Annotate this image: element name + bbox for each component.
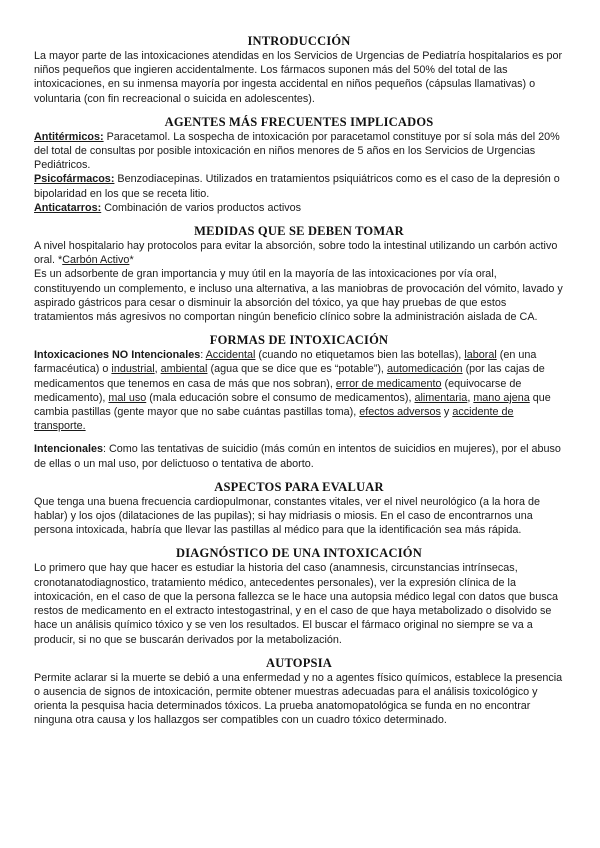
intoxicacion-type-term: Accidental [205, 349, 256, 362]
aspectos-heading: ASPECTOS PARA EVALUAR [214, 479, 384, 494]
intro-paragraph: La mayor parte de las intoxicaciones atendidas en los Servicios de Urgencias de Pediatría hospitalarios es por niños pequeños que ingieren accidentalmente. Los fármacos suponen más del 50% del total de las intoxicaciones, en su inmensa mayoría por ingesta accidental en niños pequeños (cápsulas llamativas) o voluntaria (con fin recreacional o suicida en adolescentes). [34, 50, 563, 105]
intoxicacion-type-term: mal uso [108, 391, 147, 404]
formas-no-intencionales [34, 348, 564, 433]
intoxicacion-text-run: (mala educación sobre el consumo de medicamentos), [146, 391, 415, 404]
intoxicacion-type-term: automedicación [386, 363, 463, 376]
autopsia-heading: AUTOPSIA [266, 655, 332, 670]
intoxicacion-type-term: mano ajena [473, 391, 530, 404]
intoxicacion-text-run: que cambia pastillas (gente mayor que no sabe cuántas pastillas toma), [34, 391, 551, 419]
intoxicacion-text-run: (por las cajas de medicamentos que tenemos en casa de más que nos sobran), [34, 363, 545, 390]
autopsia-paragraph: Permite aclarar si la muerte se debió a una enfermedad y no a agentes físico químicos, establece la presencia o ausencia de signos de intoxicación, permite obtener muestras adecuadas para el análisis toxicológico y orienta la pesquisa hacia determinados tóxicos. La prueba anatomopatológica se funda en no encontrar ninguna otra causa y los hallazgos ser compatibles con un cuadro tóxico determinado. [34, 671, 563, 727]
formas-intencionales: Intencionales: Como las tentativas de suicidio (más común en intentos de suicidios en mujeres), por el abuso de ellas o un mal uso, por delictuoso o tentativa de aborto. [34, 443, 561, 470]
intoxicacion-text-run: (equivocarse de medicamento), [34, 377, 522, 404]
intoxicacion-type-term: industrial [111, 363, 155, 376]
intoxicacion-type-term: accidente de transporte. [34, 406, 514, 433]
intoxicacion-text-run: : [200, 349, 206, 362]
agentes-term: Antitérmicos: [34, 130, 104, 143]
aspectos-paragraph: Que tenga una buena frecuencia cardiopulmonar, constantes vitales, ver el nivel neurológico (a la hora de hablar) y los ojos (dilataciones de las pupilas); si hay midriasis o miosis. En el caso de encontrarnos una persona intoxicada, habría que llevar las pastillas al médico para que la identificación sea más rápida. [34, 495, 540, 537]
agentes-term: Anticatarros: [34, 201, 102, 214]
agentes-item-antitermicos: Antitérmicos: Paracetamol. La sospecha de intoxicación por paracetamol constituye por sí sola más del 20% del total de consultas por posible intoxicación en niños menores de 5 años en los Servicios de Urgencias Pediátricos. [34, 130, 560, 172]
intoxicacion-text-run: , [154, 363, 161, 376]
carbon-activo-link[interactable]: Carbón Activo [62, 254, 130, 267]
agentes-item-psicofarmacos: Psicofármacos: Benzodiacepinas. Utilizados en tratamientos psiquiátricos como es el caso de la depresión o bipolaridad en los que se receta litio. [34, 173, 560, 200]
intoxicacion-text-run: (agua que se dice que es “potable”), [207, 363, 387, 376]
formas-heading: FORMAS DE INTOXICACIÓN [209, 333, 389, 348]
diagnostico-heading: DIAGNÓSTICO DE UNA INTOXICACIÓN [176, 546, 422, 561]
agentes-item-anticatarros: Anticatarros: Combinación de varios productos activos [34, 201, 302, 214]
document-page [34, 34, 564, 728]
diagnostico-paragraph: Lo primero que hay que hacer es estudiar la historia del caso (anamnesis, circunstancias intrínsecas, cronotanatodiagnostico, tratamiento médico, antecedentes personales), ver la expresión clínica de la intoxicación, en el caso de que la persona fallezca se le hace una autopsia médico legal con datos que busca restos de medicamento en el extracto intestogastrinal, y en el caso de que haya metabolizado o disolvido se hace un análisis químico tóxico y se ven los resultados. El buscar el fármaco original no siempre se va a producir, si no que se buscarán derivados por la metabolización. [34, 562, 558, 646]
intoxicacion-type-term: alimentaria [414, 391, 468, 404]
intoxicacion-text-run: (cuando no etiquetamos bien las botellas), [255, 349, 465, 362]
intoxicacion-text-run: , [467, 391, 474, 404]
intoxicacion-type-term: laboral [464, 349, 497, 362]
agentes-heading: AGENTES MÁS FRECUENTES IMPLICADOS [164, 114, 434, 129]
no-intencionales-label: Intoxicaciones NO Intencionales [34, 349, 201, 362]
intoxicacion-type-term: error de medicamento [335, 377, 442, 390]
intoxicacion-type-term: efectos adversos [359, 406, 441, 419]
medidas-paragraph-1: A nivel hospitalario hay protocolos para evitar la absorción, sobre todo la intestinal utilizando un carbón activo oral. *Carbón Activo* [34, 240, 558, 267]
intoxicacion-text-run: (en una farmacéutica) o [34, 349, 537, 376]
intencionales-label: Intencionales [34, 443, 103, 456]
medidas-heading: MEDIDAS QUE SE DEBEN TOMAR [194, 224, 404, 239]
intro-heading: INTRODUCCIÓN [247, 34, 351, 48]
agentes-term: Psicofármacos: [34, 173, 115, 186]
intoxicacion-text-run: y [440, 406, 453, 419]
medidas-paragraph-2: Es un adsorbente de gran importancia y muy útil en la mayoría de las intoxicaciones por vía oral, constituyendo un complemento, e incluso una alternativa, a las maniobras de provocación del vómito, lavado y aspirado gástricos para cesar o disminuir la absorción del tóxico, ya que hay pruebas de que estos tratamientos más agresivos no comportan ningún beneficio clínico sobre la administración aislada de CA. [34, 268, 563, 324]
intoxicacion-type-term: ambiental [160, 363, 208, 376]
